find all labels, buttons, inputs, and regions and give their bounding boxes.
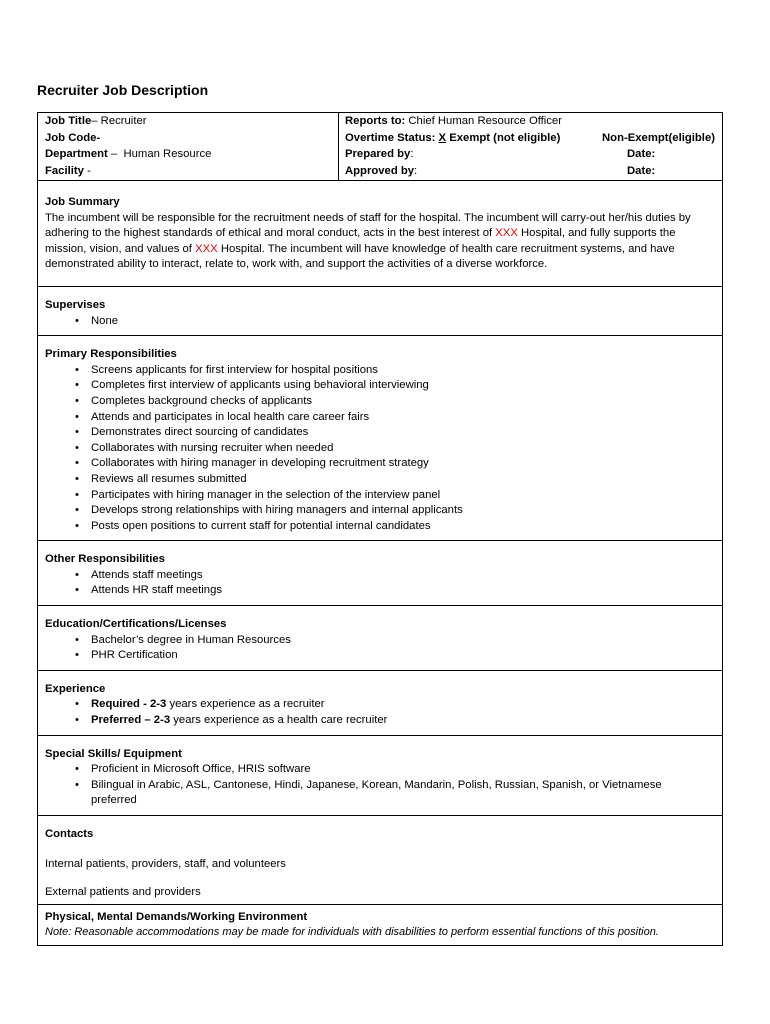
facility-line xyxy=(45,164,331,181)
job-title-line xyxy=(45,114,331,131)
special-skills-title: Special Skills/ Equipment xyxy=(45,747,182,760)
experience-list xyxy=(45,697,715,728)
list-item: • Completes first interview of applicants using behavioral interviewing xyxy=(75,378,715,394)
list-item xyxy=(75,713,715,729)
supervises-list xyxy=(45,314,715,330)
contacts-section xyxy=(38,815,722,904)
other-responsibilities-section xyxy=(38,540,722,605)
list-item: • Collaborates with nursing recruiter when needed xyxy=(75,441,715,457)
overtime-label: Overtime Status: xyxy=(345,131,439,144)
job-code-line xyxy=(45,131,331,148)
list-item: • Participates with hiring manager in the selection of the interview panel xyxy=(75,488,715,504)
list-item: • Bachelor’s degree in Human Resources xyxy=(75,633,715,649)
education-list xyxy=(45,633,715,664)
header-left-column xyxy=(38,113,339,180)
job-summary-section xyxy=(38,180,722,286)
job-title-label: Job Title xyxy=(45,115,92,127)
education-section xyxy=(38,605,722,670)
summary-part-3: Hospital. The incumbent will have knowledge of health care recruitment systems, and have demonstrated ability to interact, relate to, work with, and support the activities of a diverse workforce. xyxy=(45,242,675,271)
list-item: • Attends HR staff meetings xyxy=(75,583,715,599)
facility-value: - xyxy=(83,164,91,177)
summary-placeholder-1: XXX xyxy=(495,227,518,240)
prepared-date-label: Date: xyxy=(627,148,656,160)
required-label: Required - 2-3 xyxy=(91,698,167,711)
other-responsibilities-title: Other Responsibilities xyxy=(45,553,165,566)
primary-responsibilities-list xyxy=(45,363,715,535)
experience-section xyxy=(38,670,722,735)
contacts-external: External patients and providers xyxy=(45,886,201,899)
list-item: • Proficient in Microsoft Office, HRIS software xyxy=(75,762,715,778)
physical-demands-title: Physical, Mental Demands/Working Environment xyxy=(45,910,308,923)
page-title: Recruiter Job Description xyxy=(37,82,209,98)
list-item: • PHR Certification xyxy=(75,648,715,664)
header-right-column xyxy=(339,113,722,180)
list-item: • None xyxy=(75,314,715,330)
preferred-label: Preferred – 2-3 xyxy=(91,714,171,727)
experience-title: Experience xyxy=(45,682,106,695)
list-item: • Posts open positions to current staff for potential internal candidates xyxy=(75,519,715,535)
department-value: – Human Resource xyxy=(107,148,212,160)
contacts-title: Contacts xyxy=(45,828,94,840)
overtime-exempt-text: Exempt (not eligible) xyxy=(446,131,561,144)
overtime-exempt-mark: X xyxy=(438,131,447,144)
contacts-internal: Internal patients, providers, staff, and volunteers xyxy=(45,857,286,870)
required-text: years experience as a recruiter xyxy=(166,698,325,711)
job-summary-text xyxy=(45,211,715,273)
job-summary-title: Job Summary xyxy=(45,196,120,208)
department-line xyxy=(45,147,331,164)
list-item: • Completes background checks of applicants xyxy=(75,394,715,410)
prepared-by-label: Prepared by xyxy=(345,148,411,160)
list-item xyxy=(75,697,715,713)
list-item: • Collaborates with hiring manager in developing recruitment strategy xyxy=(75,456,715,472)
list-item: • Reviews all resumes submitted xyxy=(75,472,715,488)
job-title-value: – Recruiter xyxy=(91,115,147,127)
education-title: Education/Certifications/Licenses xyxy=(45,618,227,631)
department-label: Department xyxy=(45,148,108,160)
list-item: • Attends and participates in local health care career fairs xyxy=(75,410,715,426)
job-code-label: Job Code- xyxy=(45,131,101,144)
list-item: • Screens applicants for first interview for hospital positions xyxy=(75,363,715,379)
header-row xyxy=(38,113,722,180)
summary-part-1: The incumbent will be responsible for the recruitment needs of staff for the hospital. The incumbent will carry-out her/his duties by adhering to the highest standards of ethical and moral conduct, acts in the best interest of xyxy=(45,211,691,240)
summary-part-2: Hospital, and fully supports the mission, vision, and values of xyxy=(45,227,676,255)
prepared-by-colon: : xyxy=(410,148,414,160)
physical-demands-note: Note: Reasonable accommodations may be made for individuals with disabilities to perform essential functions of this position. xyxy=(45,926,659,939)
facility-label: Facility xyxy=(45,164,84,177)
list-item: • Demonstrates direct sourcing of candidates xyxy=(75,425,715,441)
approved-by-colon: : xyxy=(414,164,418,177)
reports-to-label: Reports to: xyxy=(345,115,406,127)
list-item: • Attends staff meetings xyxy=(75,568,715,584)
reports-to-line xyxy=(345,114,715,131)
prepared-by-line xyxy=(345,147,715,164)
physical-demands-section xyxy=(38,904,722,945)
other-responsibilities-list xyxy=(45,568,715,599)
supervises-section xyxy=(38,286,722,335)
special-skills-list xyxy=(45,762,715,809)
overtime-line xyxy=(345,131,715,148)
list-item: • Bilingual in Arabic, ASL, Cantonese, Hindi, Japanese, Korean, Mandarin, Polish, Russian, Spanish, or Vietnamese preferred xyxy=(75,778,715,809)
approved-by-label: Approved by xyxy=(345,164,415,177)
special-skills-section xyxy=(38,735,722,815)
primary-responsibilities-title: Primary Responsibilities xyxy=(45,348,177,361)
reports-to-value: Chief Human Resource Officer xyxy=(405,115,563,127)
job-description-table xyxy=(37,112,723,946)
primary-responsibilities-section xyxy=(38,335,722,540)
list-item: • Develops strong relationships with hiring managers and internal applicants xyxy=(75,503,715,519)
supervises-title: Supervises xyxy=(45,298,106,311)
summary-placeholder-2: XXX xyxy=(195,242,218,255)
preferred-text: years experience as a health care recruiter xyxy=(170,714,388,727)
approved-date-label: Date: xyxy=(627,164,656,177)
overtime-nonexempt-text: Non-Exempt(eligible) xyxy=(602,131,715,144)
approved-by-line xyxy=(345,164,715,181)
